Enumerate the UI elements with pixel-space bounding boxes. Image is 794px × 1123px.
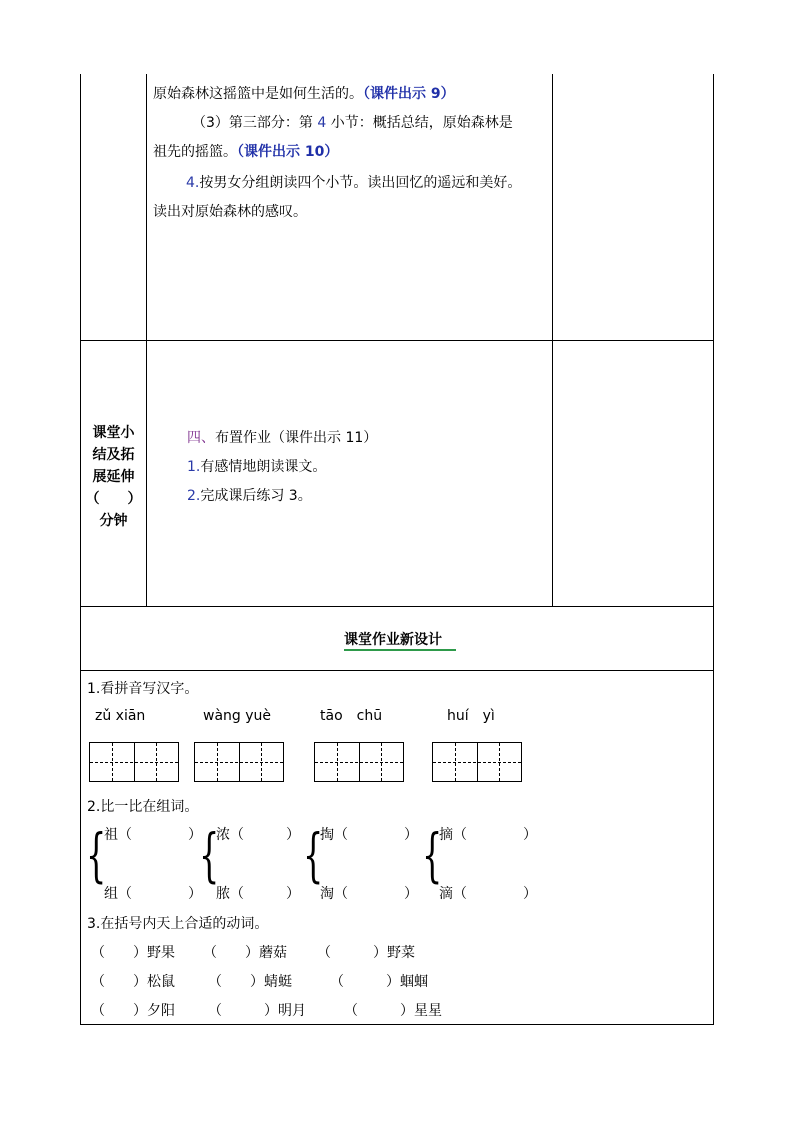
compare-bottom-1[interactable]: 组（ ） xyxy=(104,886,202,902)
table-left-border xyxy=(80,74,81,1025)
homework-item-num: 1. xyxy=(187,459,201,475)
lesson-line-2-pre: （3）第三部分：第 xyxy=(192,115,318,131)
homework-heading-text: 布置作业（课件出示 11） xyxy=(215,430,378,446)
pinyin-4: huí yì xyxy=(447,708,495,724)
lesson-line-4 xyxy=(186,174,521,192)
title-underline xyxy=(344,649,456,651)
compare-top-2[interactable]: 浓（ ） xyxy=(216,827,300,843)
left-brace-icon: { xyxy=(86,821,107,889)
writing-grid-1[interactable] xyxy=(89,742,179,782)
verb-blank[interactable]: （ ）蝈蝈 xyxy=(330,974,428,990)
pinyin-3: tāo chū xyxy=(320,708,383,724)
lesson-line-4-text: 按男女分组朗读四个小节。读出回忆的遥远和美好。 xyxy=(199,175,522,191)
compare-top-4[interactable]: 摘（ ） xyxy=(439,827,537,843)
verb-blank[interactable]: （ ）蘑菇 xyxy=(203,945,287,961)
section-number: 4 xyxy=(317,115,327,131)
row-divider-3 xyxy=(80,670,714,671)
question-3-title: 3.在括号内天上合适的动词。 xyxy=(87,916,269,932)
pinyin-2: wàng yuè xyxy=(203,708,272,724)
table-bottom-border xyxy=(80,1024,714,1025)
summary-label-line: 展延伸 xyxy=(92,469,135,485)
lesson-line-1-text: 原始森林这摇篮中是如何生活的。 xyxy=(153,86,363,102)
left-brace-icon: { xyxy=(199,821,220,889)
question-1-title: 1.看拼音写汉字。 xyxy=(87,681,199,697)
homework-item-1 xyxy=(187,458,326,476)
homework-heading xyxy=(187,429,377,447)
verb-blank[interactable]: （ ）夕阳 xyxy=(91,1003,175,1019)
lesson-line-1 xyxy=(153,85,455,103)
compare-bottom-3[interactable]: 淘（ ） xyxy=(320,886,418,902)
writing-grid-2[interactable] xyxy=(194,742,284,782)
compare-top-3[interactable]: 掏（ ） xyxy=(320,827,418,843)
question-2-title: 2.比一比在组词。 xyxy=(87,799,199,815)
compare-bottom-4[interactable]: 滴（ ） xyxy=(439,886,537,902)
homework-heading-num: 四、 xyxy=(187,430,215,446)
courseware-tag-9: （课件出示 9） xyxy=(363,86,455,102)
verb-blank[interactable]: （ ）野果 xyxy=(91,945,175,961)
table-right-border xyxy=(713,74,714,1025)
writing-grid-3[interactable] xyxy=(314,742,404,782)
lesson-line-4-num: 4. xyxy=(186,175,200,191)
summary-label-line: （ ） xyxy=(85,491,142,507)
summary-label-line: 课堂小 xyxy=(92,425,135,441)
homework-design-title: 课堂作业新设计 xyxy=(344,632,442,648)
row-divider-1 xyxy=(80,340,714,341)
compare-bottom-2[interactable]: 脓（ ） xyxy=(216,886,300,902)
left-brace-icon: { xyxy=(303,821,324,889)
lesson-line-5: 读出对原始森林的感叹。 xyxy=(153,204,307,220)
verb-blank[interactable]: （ ）星星 xyxy=(344,1003,442,1019)
homework-item-text: 完成课后练习 3。 xyxy=(200,488,312,504)
left-brace-icon: { xyxy=(422,821,443,889)
lesson-line-2-post: 小节：概括总结，原始森林是 xyxy=(326,115,513,131)
row-divider-2 xyxy=(80,606,714,607)
courseware-tag-10: （课件出示 10） xyxy=(237,144,339,160)
verb-blank[interactable]: （ ）蜻蜓 xyxy=(208,974,292,990)
pinyin-1: zǔ xiān xyxy=(95,708,146,724)
summary-label xyxy=(81,422,146,532)
homework-item-text: 有感情地朗读课文。 xyxy=(200,459,327,475)
writing-grid-4[interactable] xyxy=(432,742,522,782)
verb-blank[interactable]: （ ）明月 xyxy=(208,1003,306,1019)
lesson-line-3-text: 祖先的摇篮。 xyxy=(153,144,237,160)
summary-label-line: 分钟 xyxy=(99,513,128,529)
verb-blank[interactable]: （ ）野菜 xyxy=(317,945,415,961)
lesson-line-3 xyxy=(153,143,338,161)
homework-item-2 xyxy=(187,487,312,505)
verb-blank[interactable]: （ ）松鼠 xyxy=(91,974,175,990)
summary-label-line: 结及拓 xyxy=(92,447,135,463)
homework-item-num: 2. xyxy=(187,488,201,504)
lesson-line-2 xyxy=(192,114,513,132)
compare-top-1[interactable]: 祖（ ） xyxy=(104,827,202,843)
